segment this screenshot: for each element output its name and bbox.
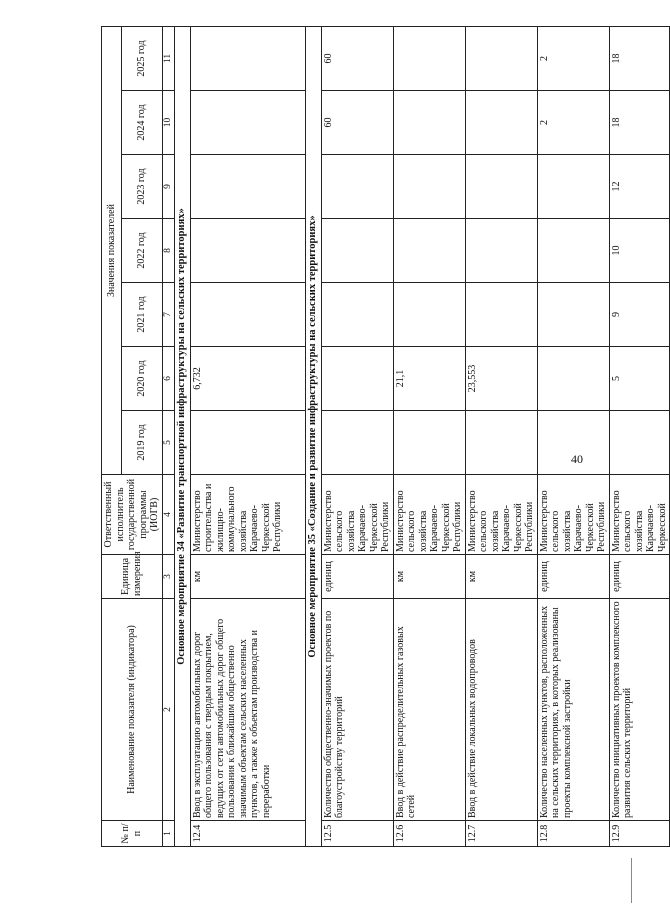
column-number: 10 [162,91,174,155]
row-num: 12.6 [393,821,465,847]
margin-line [631,858,632,903]
row-responsible: Министерство сельского хозяйства Карачаево-Черкесской Республики [537,475,609,555]
column-number: 3 [162,555,174,599]
row-responsible: Министерство сельского хозяйства Карачаево-Черкесской Республики [321,475,393,555]
row-value [393,283,465,347]
row-value [321,219,393,283]
row-value: 9 [609,283,670,347]
row-name: Ввод в действие локальных водопроводов [465,599,537,821]
row-value [190,219,305,283]
header-name: Наименование показателя (индикатора) [102,599,163,821]
section-row [174,27,190,847]
row-value: 10 [609,219,670,283]
section-title-35: Основное мероприятие 35 «Создание и развитие инфраструктуры на сельских территориях» [305,27,321,847]
row-value [321,347,393,411]
row-value [393,411,465,475]
row-value [393,219,465,283]
row-value [321,411,393,475]
row-num: 12.5 [321,821,393,847]
column-number: 4 [162,475,174,555]
header-num: № п/п [102,821,163,847]
row-num: 12.4 [190,821,305,847]
column-number: 2 [162,599,174,821]
row-value [465,155,537,219]
row-num: 12.9 [609,821,670,847]
header-year: 2020 год [122,347,162,411]
header-year: 2024 год [122,91,162,155]
section-title-34: Основное мероприятие 34 «Развитие транспортной инфраструктуры на сельских территориях» [174,27,190,847]
row-unit: км [465,555,537,599]
header-year: 2025 год [122,27,162,91]
table-row [609,27,670,847]
row-num: 12.7 [465,821,537,847]
row-unit: единиц [537,555,609,599]
row-name: Ввод в эксплуатацию автомобильных дорог общего пользования с твердым покрытием, ведущих от сети автомобильных дорог общего пользования к ближайшим общественно значимым объектам сельских населенных пунктов, а также к объектам производства и переработки [190,599,305,821]
row-value [393,155,465,219]
row-value [393,91,465,155]
row-value [190,411,305,475]
row-value [465,283,537,347]
row-responsible: Министерство сельского хозяйства Карачаево-Черкесской Республики [393,475,465,555]
row-value [537,283,609,347]
row-value: 18 [609,91,670,155]
table-row [537,27,609,847]
header-year: 2019 год [122,411,162,475]
row-value: 2 [537,27,609,91]
row-value [321,155,393,219]
header-year: 2023 год [122,155,162,219]
header-values: Значения показателей [102,27,122,475]
row-unit: единиц [609,555,670,599]
column-number: 5 [162,411,174,475]
row-responsible: Министерство сельского хозяйства Карачаево-Черкесской [609,475,670,555]
row-value: 23,553 [465,347,537,411]
rotated-table-container [101,27,668,847]
header-year: 2021 год [122,283,162,347]
row-value [537,155,609,219]
row-value: 2 [537,91,609,155]
row-value: 60 [321,91,393,155]
row-value [393,27,465,91]
header-responsible: Ответственный исполнитель государственной программы (ИОГВ) [102,475,163,555]
header-unit: Единица измерения [102,555,163,599]
column-number: 7 [162,283,174,347]
row-value [465,411,537,475]
row-num: 12.8 [537,821,609,847]
column-number: 9 [162,155,174,219]
table-row [190,27,305,847]
column-number: 11 [162,27,174,91]
row-value: 5 [609,347,670,411]
section-row [305,27,321,847]
column-number: 8 [162,219,174,283]
row-value [465,27,537,91]
column-number-row [162,27,174,847]
row-responsible: Министерство строительства и жилищно-коммунального хозяйства Карачаево-Черкесской Республики [190,475,305,555]
table-row [321,27,393,847]
table-row [465,27,537,847]
column-number: 1 [162,821,174,847]
row-unit: км [393,555,465,599]
row-value [609,411,670,475]
row-value: 6,732 [190,347,305,411]
row-value [537,347,609,411]
row-value [465,91,537,155]
row-name: Ввод в действие распределительных газовых сетей [393,599,465,821]
header-year: 2022 год [122,219,162,283]
row-name: Количество общественно-значимых проектов по благоустройству территорий [321,599,393,821]
row-value [190,155,305,219]
row-responsible: Министерство сельского хозяйства Карачаево-Черкесской Республики [465,475,537,555]
row-unit: единиц [321,555,393,599]
column-number: 6 [162,347,174,411]
row-name: Количество населенных пунктов, расположенных на сельских территориях, в которых реализованы проекты комплексной застройки [537,599,609,821]
row-value [537,219,609,283]
row-value: 60 [321,27,393,91]
row-unit: км [190,555,305,599]
row-value [190,27,305,91]
indicators-table [101,26,670,847]
row-value: 12 [609,155,670,219]
row-name: Количество инициативных проектов комплексного развития сельских территорий [609,599,670,821]
row-value [465,219,537,283]
row-value [190,283,305,347]
row-value: 18 [609,27,670,91]
row-value: 21,1 [393,347,465,411]
row-value [190,91,305,155]
page-number: 40 [571,452,583,466]
table-header [102,27,163,847]
row-value [321,283,393,347]
table-row [393,27,465,847]
